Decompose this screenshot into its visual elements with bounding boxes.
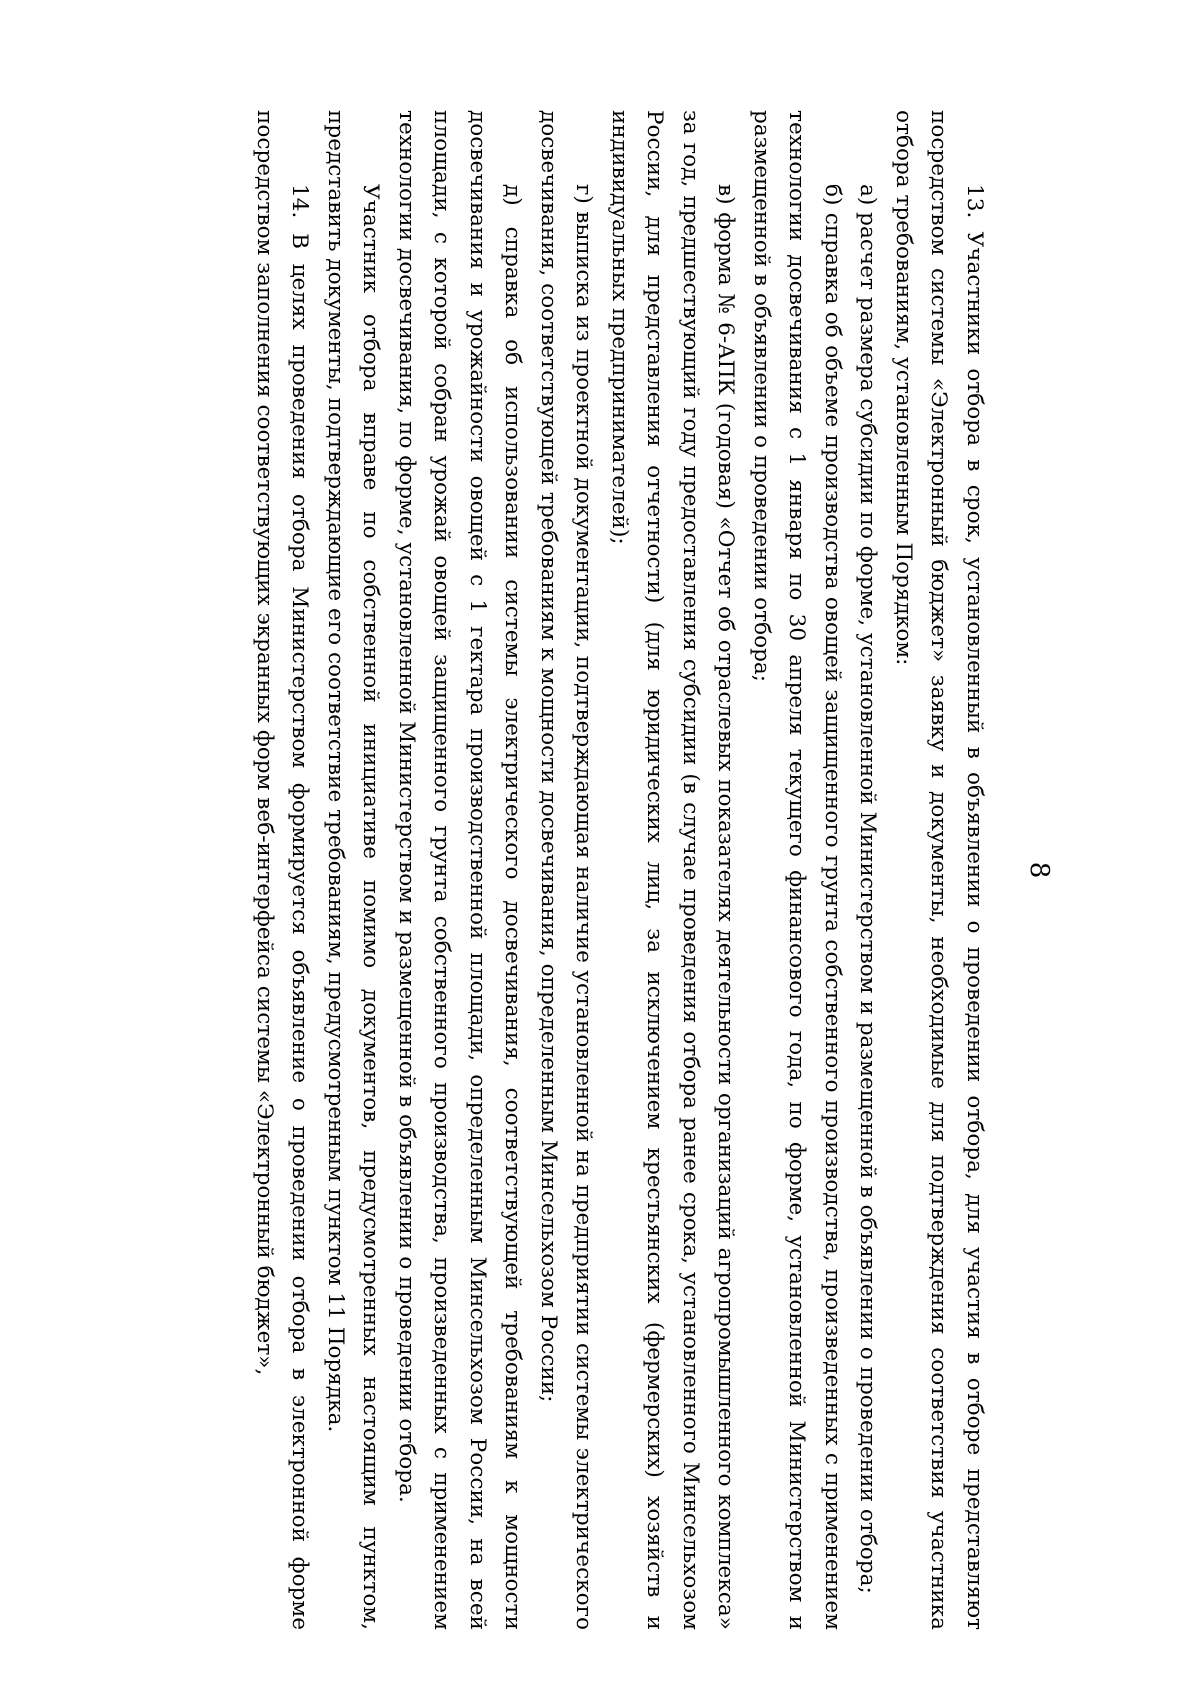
- rotated-text-block: [146, 110, 1056, 1630]
- document-body: [247, 110, 993, 1630]
- paragraph: а) расчет размера субсидии по форме, установленной Министерством и размещенной в объявлении о проведении отбора;: [855, 184, 881, 1594]
- page-number: 8: [1024, 861, 1054, 879]
- paragraph: д) справка об использовании системы электрического досвечивания, соответствующей требованиям к мощности досвечивания и урожайности овощей с 1 гектара производственной площади, определенным Минсельхозом России, на всей площади, с которой собран урожай овощей защищенного грунта собственного производства, произведенных с применением технологии досвечивания, по форме, установленной Министерством и размещенной в объявлении о проведении отбора.: [394, 110, 526, 1630]
- paragraph: 14. В целях проведения отбора Министерством формируется объявление о проведении отбора в электронной форме посредством заполнения соответствующих экранных форм веб-интерфейса системы «Электронный бюджет»,: [252, 110, 313, 1630]
- paragraph: 13. Участники отбора в срок, установленный в объявлении о проведении отбора, для участия в отборе представляют посредством системы «Электронный бюджет» заявку и документы, необходимые для подтверждения соответствия участника отбора требованиям, установленным Порядком:: [891, 110, 987, 1630]
- paragraph: б) справка об объеме производства овощей защищенного грунта собственного производства, произведенных с применением технологии досвечивания с 1 января по 30 апреля текущего финансового года, по форме, установленной Министерством и размещенной в объявлении о проведении отбора;: [749, 110, 845, 1630]
- paragraph: г) выписка из проектной документации, подтверждающая наличие установленной на предприятии системы электрического досвечивания, соответствующей требованиям к мощности досвечивания, определенным Минсельхозом России;: [536, 110, 597, 1630]
- paragraph: в) форма № 6-АПК (годовая) «Отчет об отраслевых показателях деятельности организаций агропромышленного комплекса» за год, предшествующий году предоставления субсидии (в случае проведения отбора ранее срока, установленного Минсельхозом России, для представления отчетности) (для юридических лиц, за исключением крестьянских (фермерских) хозяйств и индивидуальных предпринимателей);: [607, 110, 739, 1630]
- paragraph: Участник отбора вправе по собственной инициативе помимо документов, предусмотренных настоящим пунктом, представить документы, подтверждающие его соответствие требованиям, предусмотренным пунктом 11 Порядка.: [323, 110, 384, 1630]
